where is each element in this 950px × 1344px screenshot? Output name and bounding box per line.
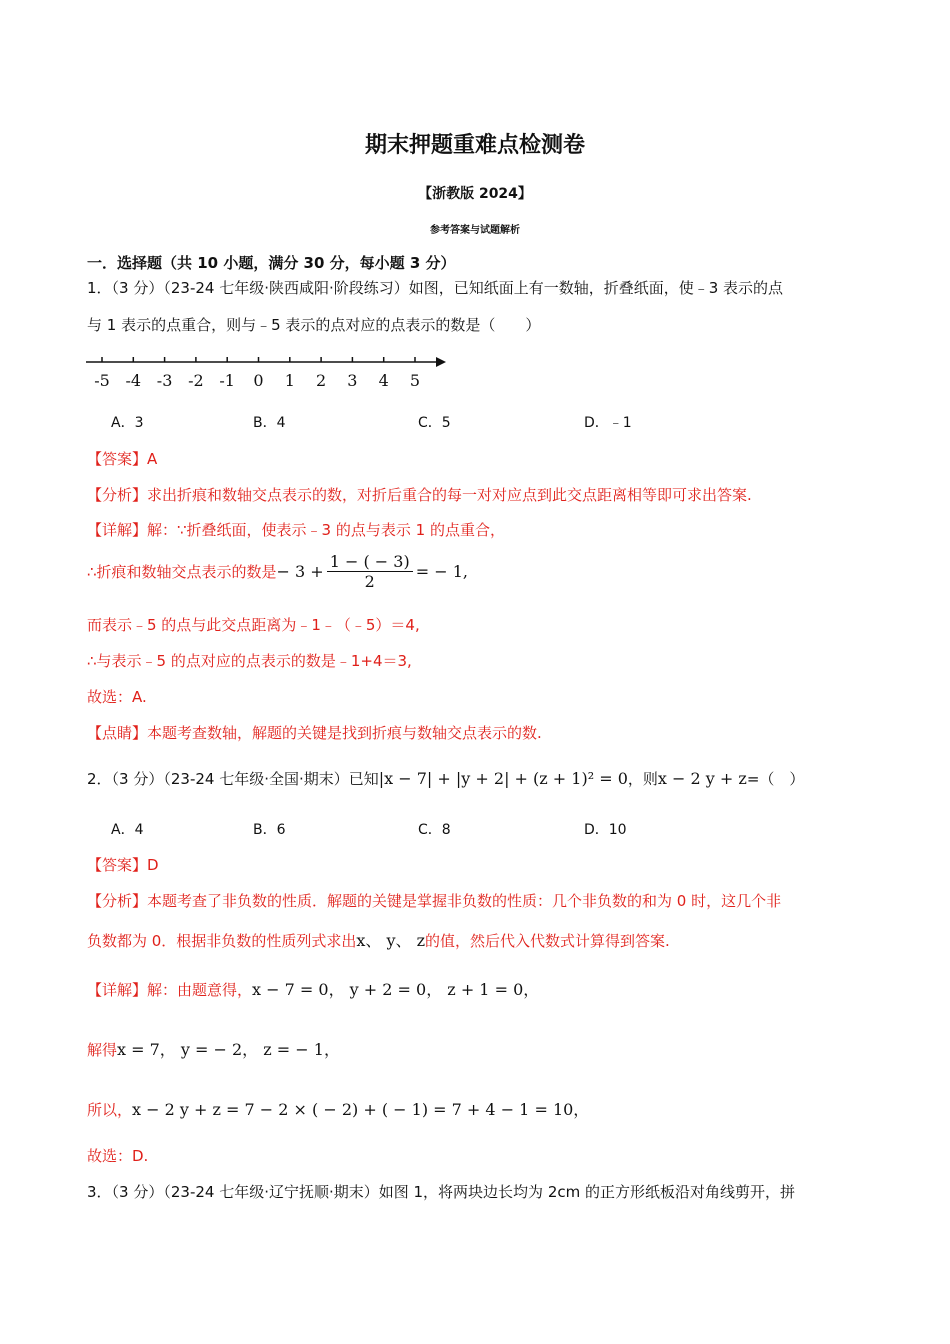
- detail3-prefix: 所以，: [87, 1101, 133, 1119]
- edition-label: 【浙教版 2024】: [418, 186, 532, 202]
- number-line-label: 3: [347, 371, 358, 390]
- comment-tag: 【点睛】: [87, 724, 148, 742]
- q1-stem-line1: 1．（3 分）（23-24 七年级·陕西咸阳·阶段练习）如图，已知纸面上有一数轴，折叠纸面，使﹣3 表示的点: [87, 279, 784, 297]
- number-line-figure: [84, 350, 454, 392]
- answer-tag: 【答案】: [87, 856, 148, 874]
- section-heading: 一．选择题（共 10 小题，满分 30 分，每小题 3 分）: [87, 254, 456, 272]
- q2-stem-mid: ，则: [627, 770, 658, 788]
- q2-option-a: A．4: [111, 822, 144, 838]
- number-line-arrow-icon: [436, 357, 446, 367]
- number-line-label: 4: [378, 371, 389, 390]
- number-line-label: -1: [219, 371, 235, 390]
- q1-option-c: C．5: [418, 415, 451, 431]
- q1-detail-2: [87, 552, 468, 591]
- detail2-prefix: 解得: [87, 1041, 118, 1059]
- q1-comment: [87, 722, 542, 743]
- q2-stem-math: |x − 7| + |y + 2| + (z + 1)² = 0: [378, 769, 628, 788]
- detail2-math: x = 7， y = − 2， z = − 1，: [117, 1040, 340, 1059]
- number-line-label: -3: [156, 371, 173, 390]
- analysis2-suffix: 的值，然后代入代数式计算得到答案.: [425, 932, 670, 950]
- q1-option-d: D．﹣1: [584, 415, 632, 431]
- number-line-label: 1: [284, 371, 295, 390]
- detail1-prefix: 解：由题意得，: [147, 981, 253, 999]
- q2-detail-2: [87, 1037, 340, 1060]
- q2-option-d: D．10: [584, 822, 627, 838]
- q2-stem-prefix: 2．（3 分）（23-24 七年级·全国·期末）已知: [87, 770, 379, 788]
- comment-text: 本题考查数轴，解题的关键是找到折痕与数轴交点表示的数.: [147, 724, 542, 742]
- detail-tag: 【详解】: [87, 981, 148, 999]
- q1-option-a: A．3: [111, 415, 144, 431]
- answer-value: D: [147, 856, 159, 874]
- fraction-numerator: 1 − ( − 3): [327, 552, 413, 572]
- answer-value: A: [147, 450, 158, 468]
- detail3-math: x − 2 y + z = 7 − 2 × ( − 2) + ( − 1) = 7 + 4 − 1 = 10，: [132, 1100, 590, 1119]
- q2-stem: [87, 768, 804, 789]
- detail-tag: 【详解】: [87, 521, 148, 539]
- q1-detail-4: ∴与表示﹣5 的点对应的点表示的数是﹣1+4＝3,: [87, 652, 412, 670]
- q1-option-b: B．4: [253, 415, 286, 431]
- q2-stem-math2: x − 2 y + z: [657, 769, 747, 788]
- fraction: [327, 552, 413, 591]
- analysis-text: 求出折痕和数轴交点表示的数，对折后重合的每一对对应点到此交点距离相等即可求出答案.: [147, 486, 752, 504]
- analysis-tag: 【分析】: [87, 892, 148, 910]
- analysis-text: 本题考查了非负数的性质．解题的关键是掌握非负数的性质：几个非负数的和为 0 时，这几个非: [147, 892, 782, 910]
- q1-stem-line2: 与 1 表示的点重合，则与﹣5 表示的点对应的点表示的数是（ ）: [87, 316, 541, 334]
- q2-option-c: C．8: [418, 822, 451, 838]
- page-title: 期末押题重难点检测卷: [364, 133, 585, 158]
- q2-detail-1: [87, 977, 539, 1000]
- q1-analysis: [87, 484, 752, 505]
- analysis2-math: x、 y、 z: [356, 931, 425, 950]
- analysis2-prefix: 负数都为 0．根据非负数的性质列式求出: [87, 932, 357, 950]
- subtitle: 参考答案与试题解析: [430, 225, 520, 236]
- q2-option-b: B．6: [253, 822, 286, 838]
- detail1-math: x − 7 = 0， y + 2 = 0， z + 1 = 0，: [252, 980, 540, 999]
- number-line-label: 5: [409, 371, 421, 390]
- detail2-math-pre: − 3 +: [276, 562, 324, 581]
- q2-choose: 故选：D.: [87, 1147, 149, 1165]
- q2-analysis-1: [87, 890, 781, 911]
- q2-stem-suffix: =（ ）: [746, 770, 805, 788]
- q3-stem-line1: 3．（3 分）（23-24 七年级·辽宁抚顺·期末）如图 1，将两块边长均为 2cm 的正方形纸板沿对角线剪开，拼: [87, 1183, 795, 1201]
- fraction-denominator: 2: [364, 572, 375, 591]
- number-line-label: -5: [94, 371, 110, 390]
- q1-choose: 故选：A.: [87, 688, 147, 706]
- detail-text: 解：∵折叠纸面，使表示﹣3 的点与表示 1 的点重合，: [147, 521, 505, 539]
- answer-tag: 【答案】: [87, 450, 148, 468]
- q1-detail-1: [87, 519, 505, 540]
- q1-answer: [87, 448, 157, 469]
- analysis-tag: 【分析】: [87, 486, 148, 504]
- number-line-label: -4: [125, 371, 142, 390]
- q1-detail-3: 而表示﹣5 的点与此交点距离为﹣1﹣（﹣5）＝4,: [87, 616, 420, 634]
- q2-detail-3: [87, 1097, 589, 1120]
- q2-answer: [87, 854, 159, 875]
- detail2-prefix: ∴折痕和数轴交点表示的数是: [87, 563, 277, 581]
- q2-analysis-2: [87, 928, 670, 951]
- number-line-label: 0: [253, 371, 264, 390]
- number-line-label: 2: [316, 371, 327, 390]
- number-line-label: -2: [188, 371, 204, 390]
- detail2-math-post: = − 1,: [415, 562, 468, 581]
